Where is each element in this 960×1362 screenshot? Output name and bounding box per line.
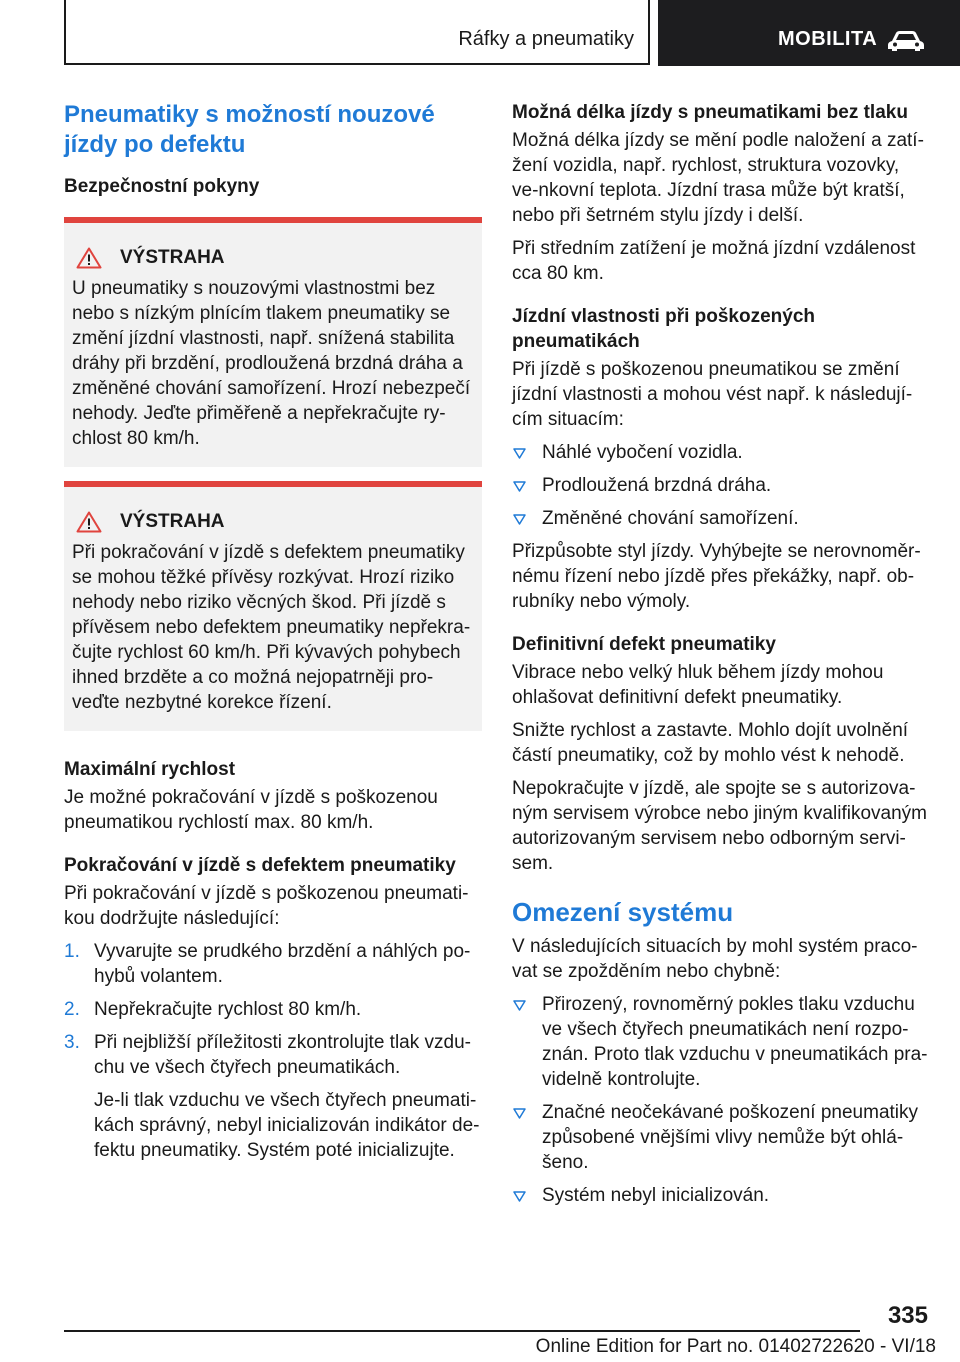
warning-title-2: VÝSTRAHA bbox=[120, 511, 225, 532]
continue-heading: Pokračování v jízdě s defektem pneumatiky bbox=[64, 855, 456, 876]
step-number: 1. bbox=[64, 941, 80, 962]
warning-box-1 bbox=[64, 217, 482, 467]
warning-title-1: VÝSTRAHA bbox=[120, 247, 225, 268]
section-title-runflat: Pneumatiky s možností nouzové jízdy po defektu bbox=[64, 101, 435, 158]
list-item bbox=[512, 506, 930, 531]
limits-list bbox=[512, 992, 930, 1208]
continue-text: Při pokračování v jízdě s poškozenou pneumati‐kou dodržujte následující: bbox=[64, 883, 469, 929]
list-item-text: Značné neočekávané poškození pneumatiky způsobené vnějšími vlivy nemůže být ohlá‐šeno. bbox=[542, 1102, 919, 1173]
warning-box-2 bbox=[64, 481, 482, 731]
limits-text: V následujících situacích by mohl systém praco‐vat se zpožděním nebo chybně: bbox=[512, 936, 918, 982]
step-text: Při nejbližší příležitosti zkontrolujte tlak vzdu‐chu ve všech čtyřech pneumatikách. bbox=[94, 1032, 471, 1078]
header-chapter-tab bbox=[658, 0, 960, 66]
footer-rule bbox=[64, 1330, 860, 1332]
section-title-limits: Omezení systému bbox=[512, 897, 734, 927]
range-text-1: Možná délka jízdy se mění podle naložení a zatí‐žení vozidla, např. rychlost, struktura vozovky, ve‐nkovní teplota. Jízdní trasa může být kratší, nebo při šetrném stylu jízdy i delší. bbox=[512, 130, 924, 226]
warning-text-2: Při pokračování v jízdě s defektem pneumatiky se mohou těžké přívěsy rozkývat. Hrozí riziko nehody nebo riziko věcných škod. Při jízdě s přívěsem nebo defektem pneumatiky nepřekra‐čujte rychlost 60 km/h. Při kývavých pohybech ihned brzděte a co možná nejopatrněji pro‐veďte nezbytné korekce řízení. bbox=[72, 542, 471, 713]
bullet-triangle-icon bbox=[513, 1191, 526, 1202]
left-column bbox=[64, 100, 482, 1171]
footer-edition: Online Edition for Part no. 01402722620 - VI/18 bbox=[535, 1336, 936, 1357]
warning-triangle-icon bbox=[76, 511, 102, 533]
defect-text-3: Nepokračujte v jízdě, ale spojte se s autorizova‐ným servisem výrobce nebo jiným kvalifikovaným autorizovaným servisem nebo odborným servi‐sem. bbox=[512, 778, 927, 874]
steps-list bbox=[64, 939, 482, 1080]
safety-heading: Bezpečnostní pokyny bbox=[64, 176, 260, 197]
range-text-2: Při středním zatížení je možná jízdní vzdálenost cca 80 km. bbox=[512, 238, 916, 284]
warning-text-1: U pneumatiky s nouzovými vlastnostmi bez nebo s nízkým plnícím tlakem pneumatiky se změní jízdní vlastnosti, např. snížená stabilita dráhy při brzdění, prodloužená brzdná dráha a změněné chování samořízení. Hrozí nebezpečí nehody. Jeďte přiměřeně a nepřekračujte ry‐chlost 80 km/h. bbox=[72, 278, 471, 449]
list-item-text: Přirozený, rovnoměrný pokles tlaku vzduchu ve všech čtyřech pneumatikách není rozpo‐znán. Proto tlak vzduchu v pneumatikách pra‐videlně kontrolujte. bbox=[542, 994, 928, 1090]
bullet-triangle-icon bbox=[513, 1000, 526, 1011]
defect-text-1: Vibrace nebo velký hluk během jízdy mohou ohlašovat definitivní defekt pneumatiky. bbox=[512, 662, 884, 708]
defect-heading: Definitivní defekt pneumatiky bbox=[512, 634, 776, 655]
list-item bbox=[512, 1100, 930, 1175]
header-rule-mid bbox=[648, 0, 650, 64]
range-heading: Možná délka jízdy s pneumatikami bez tlaku bbox=[512, 102, 908, 123]
header-rule-left bbox=[64, 0, 66, 64]
max-speed-heading: Maximální rychlost bbox=[64, 759, 236, 780]
list-item-text: Systém nebyl inicializován. bbox=[542, 1185, 770, 1206]
list-item bbox=[512, 440, 930, 465]
bullet-triangle-icon bbox=[513, 514, 526, 525]
defect-text-2: Snižte rychlost a zastavte. Mohlo dojít uvolnění částí pneumatiky, což by mohlo vést k nehodě. bbox=[512, 720, 909, 766]
handling-list bbox=[512, 440, 930, 531]
right-column bbox=[512, 100, 930, 1216]
page-header bbox=[0, 0, 960, 66]
header-section-title: Ráfky a pneumatiky bbox=[458, 28, 634, 50]
list-item-text: Prodloužená brzdná dráha. bbox=[542, 475, 772, 496]
bullet-triangle-icon bbox=[513, 481, 526, 492]
list-item-text: Změněné chování samořízení. bbox=[542, 508, 799, 529]
max-speed-text: Je možné pokračování v jízdě s poškozenou pneumatikou rychlostí max. 80 km/h. bbox=[64, 787, 438, 833]
header-rule-bottom bbox=[64, 63, 650, 65]
list-item bbox=[512, 1183, 930, 1208]
handling-heading: Jízdní vlastnosti při poškozených pneumatikách bbox=[512, 306, 816, 352]
list-item bbox=[512, 473, 930, 498]
handling-text: Při jízdě s poškozenou pneumatikou se změní jízdní vlastnosti a mohou vést např. k následují‐cím situacím: bbox=[512, 359, 913, 430]
car-icon bbox=[886, 30, 926, 52]
warning-triangle-icon bbox=[76, 247, 102, 269]
bullet-triangle-icon bbox=[513, 1108, 526, 1119]
handling-after-text: Přizpůsobte styl jízdy. Vyhýbejte se nerovnoměr‐nému řízení nebo jízdě přes překážky, např. ob‐rubníky nebo výmoly. bbox=[512, 541, 921, 612]
step-number: 3. bbox=[64, 1032, 80, 1053]
step-text: Nepřekračujte rychlost 80 km/h. bbox=[94, 999, 362, 1020]
list-item bbox=[64, 997, 482, 1022]
list-item-text: Náhlé vybočení vozidla. bbox=[542, 442, 743, 463]
list-item bbox=[64, 939, 482, 989]
header-chapter-title: MOBILITA bbox=[778, 28, 878, 50]
step-text: Vyvarujte se prudkého brzdění a náhlých po‐hybů volantem. bbox=[94, 941, 471, 987]
page-number: 335 bbox=[887, 1302, 928, 1329]
step3-note: Je-li tlak vzduchu ve všech čtyřech pneumati‐kách správný, nebyl inicializován indikátor de‐fektu pneumatiky. Systém poté inicializujte. bbox=[94, 1090, 480, 1161]
bullet-triangle-icon bbox=[513, 448, 526, 459]
step-number: 2. bbox=[64, 999, 80, 1020]
list-item bbox=[512, 992, 930, 1092]
list-item bbox=[64, 1030, 482, 1080]
